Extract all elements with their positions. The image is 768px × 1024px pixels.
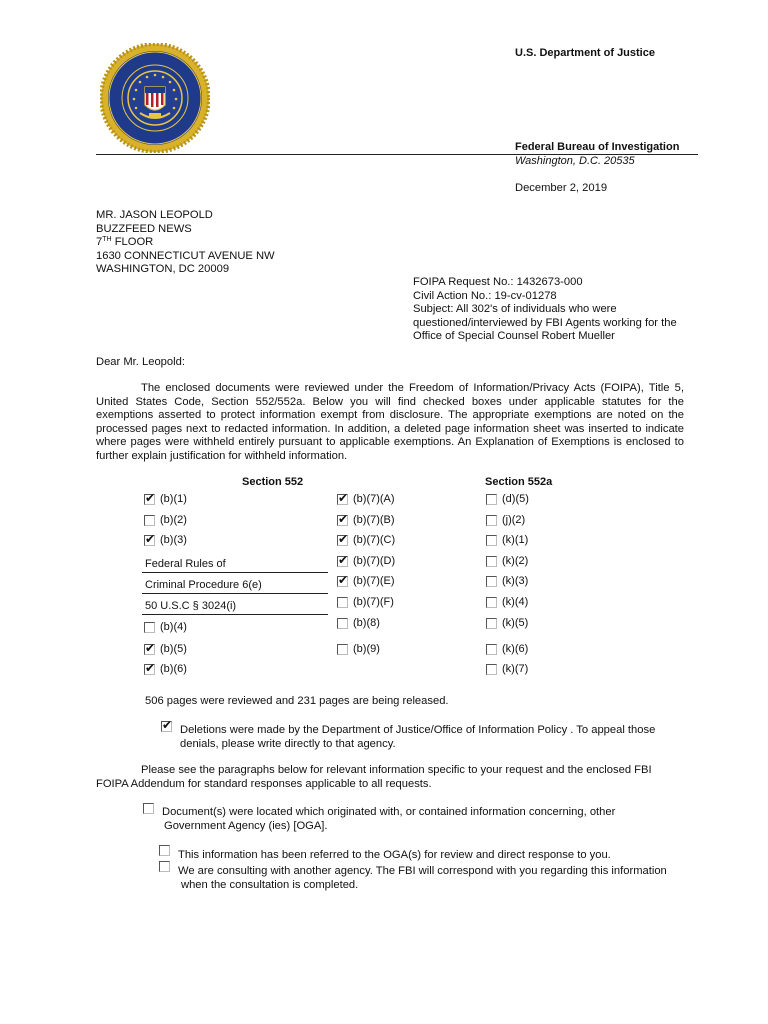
exemption-k2-checkbox[interactable] bbox=[486, 556, 497, 567]
floor-number: 7 bbox=[96, 236, 103, 249]
federal-rules-line-1: Federal Rules of bbox=[145, 558, 226, 570]
exemption-b7d-checkbox[interactable] bbox=[337, 556, 348, 567]
exemption-j2-checkbox[interactable] bbox=[486, 515, 497, 526]
exemption-j2-label: (j)(2) bbox=[502, 514, 526, 526]
exemption-b8-checkbox[interactable] bbox=[337, 618, 348, 629]
exemption-b3-checkbox[interactable] bbox=[144, 535, 155, 546]
exemption-b9-label: (b)(9) bbox=[353, 643, 380, 655]
exemption-d5-label: (d)(5) bbox=[502, 493, 529, 505]
subject-line-2: questioned/interviewed by FBI Agents working for the bbox=[413, 316, 677, 329]
department-name: U.S. Department of Justice bbox=[515, 47, 655, 59]
fbi-seal-icon bbox=[100, 43, 210, 153]
bureau-location: Washington, D.C. 20535 bbox=[515, 155, 635, 167]
exemption-b4-label: (b)(4) bbox=[160, 621, 187, 633]
section-552a-heading: Section 552a bbox=[485, 476, 553, 488]
deletions-line-2: denials, please write directly to that agency. bbox=[180, 737, 396, 750]
exemption-b7d-label: (b)(7)(D) bbox=[353, 555, 396, 567]
section-552-heading: Section 552 bbox=[242, 476, 304, 488]
recipient-floor bbox=[96, 236, 275, 250]
consulting-block bbox=[178, 865, 667, 892]
exemption-k5-checkbox[interactable] bbox=[486, 618, 497, 629]
exemption-k4-label: (k)(4) bbox=[502, 596, 529, 608]
federal-rules-line-2: Criminal Procedure 6(e) bbox=[145, 579, 262, 591]
exemption-b7e-label: (b)(7)(E) bbox=[353, 575, 395, 587]
recipient-city: WASHINGTON, DC 20009 bbox=[96, 263, 230, 276]
letter-date: December 2, 2019 bbox=[515, 182, 608, 194]
referred-text: This information has been referred to the OGA(s) for review and direct response to you. bbox=[178, 849, 611, 861]
recipient-address bbox=[96, 209, 275, 277]
oga-block bbox=[162, 806, 615, 833]
intro-text: The enclosed documents were reviewed under the Freedom of Information/Privacy Acts (FOIPA), Title 5, United States Code, Section 552/552a. Below you will find checked boxes under applicable statutes for the exemptions asserted to protect information exempt from disclosure. The appropriate exemptions are noted on the processed pages next to redacted information. In addition, a deleted page information sheet was inserted to indicate where pages were withheld entirely pursuant to applicable exemptions. An Explanation of Exemptions is enclosed to further explain justification for withheld information. bbox=[96, 382, 684, 462]
exemption-k1-label: (k)(1) bbox=[502, 534, 529, 546]
exemption-b6-label: (b)(6) bbox=[160, 663, 187, 675]
civil-action-number: Civil Action No.: 19-cv-01278 bbox=[413, 289, 557, 302]
reference-block bbox=[413, 276, 713, 344]
rule-line bbox=[142, 572, 328, 573]
exemption-k6-label: (k)(6) bbox=[502, 643, 529, 655]
exemption-k1-checkbox[interactable] bbox=[486, 535, 497, 546]
exemption-k7-checkbox[interactable] bbox=[486, 664, 497, 675]
rule-line bbox=[142, 593, 328, 594]
exemption-b7b-label: (b)(7)(B) bbox=[353, 514, 395, 526]
oga-line-1: Document(s) were located which originated with, or contained information concerning, other bbox=[162, 806, 616, 818]
paragraph-2 bbox=[96, 764, 652, 791]
subject-line-1: Subject: All 302's of individuals who were bbox=[413, 303, 617, 316]
deletions-line-1: Deletions were made by the Department of Justice/Office of Information Policy . To appeal those bbox=[180, 724, 656, 736]
exemption-b9-checkbox[interactable] bbox=[337, 644, 348, 655]
oga-checkbox[interactable] bbox=[143, 803, 154, 814]
exemption-b7f-checkbox[interactable] bbox=[337, 597, 348, 608]
exemption-b2-checkbox[interactable] bbox=[144, 515, 155, 526]
floor-superscript: TH bbox=[102, 236, 112, 244]
exemption-b3-label: (b)(3) bbox=[160, 534, 187, 546]
request-number: FOIPA Request No.: 1432673-000 bbox=[413, 276, 583, 288]
referred-checkbox[interactable] bbox=[159, 845, 170, 856]
consulting-checkbox[interactable] bbox=[159, 861, 170, 872]
exemption-b1-checkbox[interactable] bbox=[144, 494, 155, 505]
exemption-b4-checkbox[interactable] bbox=[144, 622, 155, 633]
bureau-name: Federal Bureau of Investigation bbox=[515, 141, 680, 153]
consulting-line-1: We are consulting with another agency. The FBI will correspond with you regarding this information bbox=[178, 865, 667, 877]
exemption-k6-checkbox[interactable] bbox=[486, 644, 497, 655]
exemption-b7f-label: (b)(7)(F) bbox=[353, 596, 394, 608]
exemption-k5-label: (k)(5) bbox=[502, 617, 529, 629]
exemption-d5-checkbox[interactable] bbox=[486, 494, 497, 505]
exemption-b7c-label: (b)(7)(C) bbox=[353, 534, 396, 546]
exemption-b5-label: (b)(5) bbox=[160, 643, 187, 655]
oga-line-2: Government Agency (ies) [OGA]. bbox=[164, 819, 328, 832]
intro-paragraph bbox=[96, 382, 684, 464]
exemption-b7b-checkbox[interactable] bbox=[337, 515, 348, 526]
exemption-k3-checkbox[interactable] bbox=[486, 576, 497, 587]
exemption-b7c-checkbox[interactable] bbox=[337, 535, 348, 546]
recipient-org: BUZZFEED NEWS bbox=[96, 222, 192, 235]
consulting-line-2: when the consultation is completed. bbox=[181, 878, 359, 891]
exemption-b2-label: (b)(2) bbox=[160, 514, 187, 526]
exemption-b7a-checkbox[interactable] bbox=[337, 494, 348, 505]
subject-line-3: Office of Special Counsel Robert Mueller bbox=[413, 330, 615, 343]
paragraph-2-line-1: Please see the paragraphs below for relevant information specific to your request and the enclosed FBI bbox=[141, 764, 652, 776]
exemption-k3-label: (k)(3) bbox=[502, 575, 529, 587]
exemption-b8-label: (b)(8) bbox=[353, 617, 380, 629]
exemption-b6-checkbox[interactable] bbox=[144, 664, 155, 675]
exemption-b7a-label: (b)(7)(A) bbox=[353, 493, 395, 505]
exemption-k4-checkbox[interactable] bbox=[486, 597, 497, 608]
paragraph-2-line-2: FOIPA Addendum for standard responses applicable to all requests. bbox=[96, 777, 432, 790]
exemption-b7e-checkbox[interactable] bbox=[337, 576, 348, 587]
exemption-b1-label: (b)(1) bbox=[160, 493, 187, 505]
deletions-block bbox=[180, 724, 655, 751]
exemption-b5-checkbox[interactable] bbox=[144, 644, 155, 655]
deletions-checkbox[interactable] bbox=[161, 721, 172, 732]
floor-word: FLOOR bbox=[114, 236, 154, 249]
recipient-street: 1630 CONNECTICUT AVENUE NW bbox=[96, 249, 275, 262]
rule-line bbox=[142, 614, 328, 615]
greeting: Dear Mr. Leopold: bbox=[96, 356, 185, 368]
exemption-k2-label: (k)(2) bbox=[502, 555, 529, 567]
exemption-k7-label: (k)(7) bbox=[502, 663, 529, 675]
usc-citation-line: 50 U.S.C § 3024(i) bbox=[145, 600, 237, 612]
pages-summary: 506 pages were reviewed and 231 pages are being released. bbox=[145, 695, 449, 707]
recipient-name: MR. JASON LEOPOLD bbox=[96, 209, 213, 221]
